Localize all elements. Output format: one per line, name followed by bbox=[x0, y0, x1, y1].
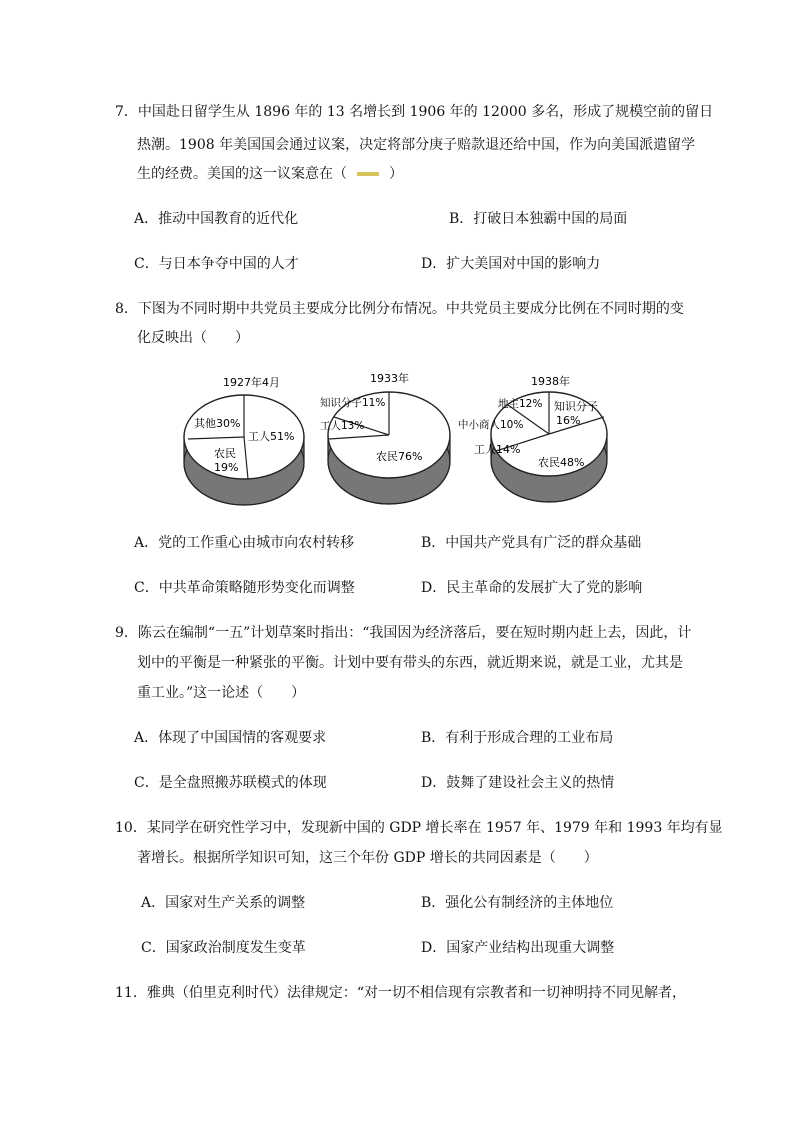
q10-stem-line2: 著增长。根据所学知识可知，这三个年份 GDP 增长的共同因素是（ ） bbox=[137, 850, 598, 866]
pie-1933-slice-label: 知识分子11% bbox=[320, 397, 386, 409]
q7-stem-close: ） bbox=[389, 166, 403, 182]
pie-1927-slice-label: 其他30% bbox=[194, 417, 241, 430]
q9-option-a[interactable]: A．体现了中国国情的客观要求 bbox=[134, 730, 327, 746]
pie-1938-slice-label: 中小商人10% bbox=[458, 419, 524, 431]
q7-option-d[interactable]: D．扩大美国对中国的影响力 bbox=[421, 256, 601, 272]
pie-1927 bbox=[184, 375, 304, 505]
q10-option-a[interactable]: A．国家对生产关系的调整 bbox=[141, 895, 306, 911]
q7-option-c[interactable]: C．与日本争夺中国的人才 bbox=[134, 256, 299, 272]
pie-1933 bbox=[320, 371, 450, 504]
q7-stem-line2: 热潮。1908 年美国国会通过议案，决定将部分庚子赔款退还给中国，作为向美国派遣留学 bbox=[137, 137, 696, 153]
q8-option-b[interactable]: B．中国共产党具有广泛的群众基础 bbox=[421, 535, 642, 551]
pie-charts-figure bbox=[178, 365, 618, 520]
pie-1938-title: 1938年 bbox=[531, 375, 570, 388]
pie-1938 bbox=[458, 374, 607, 502]
pie-1938-label-intellectuals-pct: 16% bbox=[556, 414, 581, 427]
pie-1927-slice-label: 工人51% bbox=[248, 430, 295, 443]
pie-1938-slice-label: 农民48% bbox=[538, 456, 585, 469]
q8-stem-line1: 8．下图为不同时期中共党员主要成分比例分布情况。中共党员主要成分比例在不同时期的变 bbox=[115, 301, 684, 317]
pie-1933-title: 1933年 bbox=[370, 372, 409, 385]
party-composition-pie-charts bbox=[178, 365, 618, 520]
pie-1927-title: 1927年4月 bbox=[223, 376, 280, 389]
q8-option-c[interactable]: C．中共革命策略随形势变化而调整 bbox=[134, 580, 355, 596]
q9-option-b[interactable]: B．有利于形成合理的工业布局 bbox=[421, 730, 614, 746]
q10-option-c[interactable]: C．国家政治制度发生变革 bbox=[141, 940, 306, 956]
answer-blank-mark bbox=[357, 172, 379, 176]
pie-1927-label-farmers-pct: 19% bbox=[214, 461, 239, 474]
q11-stem-line1: 11．雅典（伯里克利时代）法律规定：“对一切不相信现有宗教者和一切神明持不同见解者， bbox=[115, 985, 686, 1001]
q7-option-a[interactable]: A．推动中国教育的近代化 bbox=[134, 211, 299, 227]
q7-stem-line1: 7．中国赴日留学生从 1896 年的 13 名增长到 1906 年的 12000 多名，形成了规模空前的留日 bbox=[115, 104, 714, 120]
q10-option-d[interactable]: D．国家产业结构出现重大调整 bbox=[421, 940, 615, 956]
q9-option-d[interactable]: D．鼓舞了建设社会主义的热情 bbox=[421, 775, 615, 791]
pie-1927-label-farmers: 农民 bbox=[214, 447, 236, 460]
q7-option-b[interactable]: B．打破日本独霸中国的局面 bbox=[449, 211, 628, 227]
q9-option-c[interactable]: C．是全盘照搬苏联模式的体现 bbox=[134, 775, 327, 791]
pie-1933-slice-label: 工人13% bbox=[320, 420, 365, 432]
pie-1938-slice-label: 地主12% bbox=[498, 398, 543, 410]
pie-1933-slice-label: 农民76% bbox=[376, 450, 423, 463]
q10-option-b[interactable]: B．强化公有制经济的主体地位 bbox=[421, 895, 614, 911]
pie-1927-slice-label bbox=[214, 447, 238, 474]
q7-stem-line3 bbox=[137, 163, 403, 185]
pie-1938-slice-label: 工人14% bbox=[474, 443, 521, 456]
pie-1938-label-intellectuals: 知识分子 bbox=[554, 400, 598, 413]
q9-stem-line1: 9．陈云在编制“一五”计划草案时指出：“我国因为经济落后，要在短时期内赶上去，因此，计 bbox=[115, 625, 692, 641]
q9-stem-line2: 划中的平衡是一种紧张的平衡。计划中要有带头的东西，就近期来说，就是工业，尤其是 bbox=[137, 655, 683, 671]
q8-stem-line2: 化反映出（ ） bbox=[137, 330, 249, 346]
q8-option-d[interactable]: D．民主革命的发展扩大了党的影响 bbox=[421, 580, 643, 596]
q8-option-a[interactable]: A．党的工作重心由城市向农村转移 bbox=[134, 535, 355, 551]
q10-stem-line1: 10．某同学在研究性学习中，发现新中国的 GDP 增长率在 1957 年、1979 年和 1993 年均有显 bbox=[115, 820, 723, 836]
q7-stem-text: 生的经费。美国的这一议案意在（ bbox=[137, 166, 347, 182]
q9-stem-line3: 重工业。”这一论述（ ） bbox=[137, 685, 306, 701]
